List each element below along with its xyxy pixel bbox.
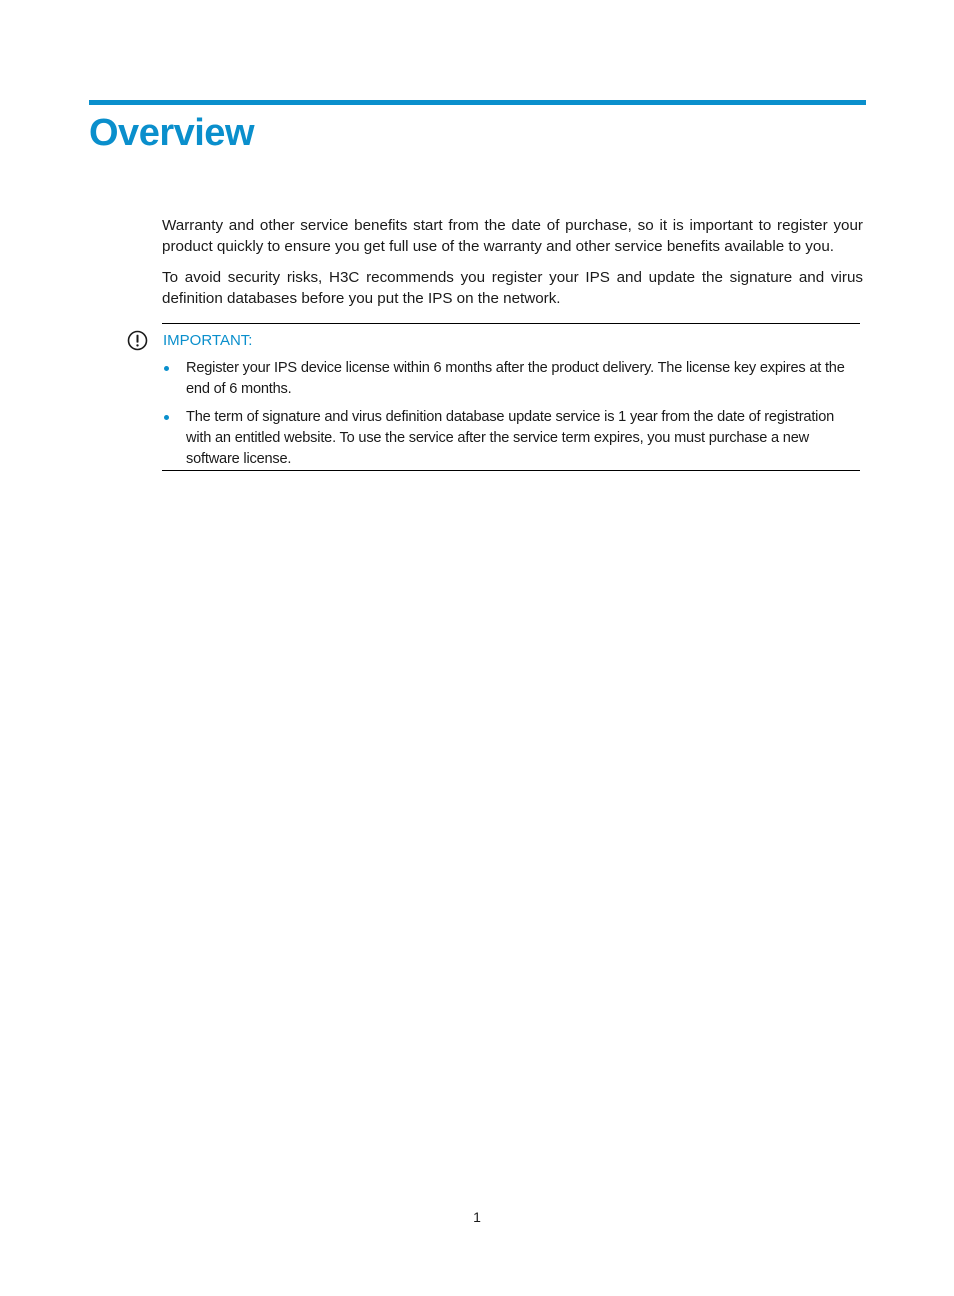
note-bottom-rule <box>162 470 860 471</box>
exclamation-circle-icon <box>127 330 148 351</box>
bullet-dot-icon <box>164 415 169 420</box>
list-item-text: Register your IPS device license within 6 months after the product delivery. The license key expires at the end of 6 months. <box>186 360 845 397</box>
important-bullet-list <box>162 358 862 477</box>
list-item-text: The term of signature and virus definition database update service is 1 year from the date of registration with an entitled website. To use the service after the service term expires, you must purchase a new software license. <box>186 409 835 467</box>
page-number: 1 <box>473 1209 481 1225</box>
body-paragraph: Warranty and other service benefits start from the date of purchase, so it is important to register your product quickly to ensure you get full use of the warranty and other service benefits available to you. <box>162 217 863 255</box>
heading-top-rule <box>89 100 866 105</box>
page-title: Overview <box>89 112 254 154</box>
list-item <box>162 407 862 470</box>
body-paragraph: To avoid security risks, H3C recommends you register your IPS and update the signature and virus definition databases before you put the IPS on the network. <box>162 269 863 307</box>
note-top-rule <box>162 323 860 324</box>
important-label: IMPORTANT: <box>163 332 253 349</box>
bullet-dot-icon <box>164 366 169 371</box>
list-item <box>162 358 862 400</box>
